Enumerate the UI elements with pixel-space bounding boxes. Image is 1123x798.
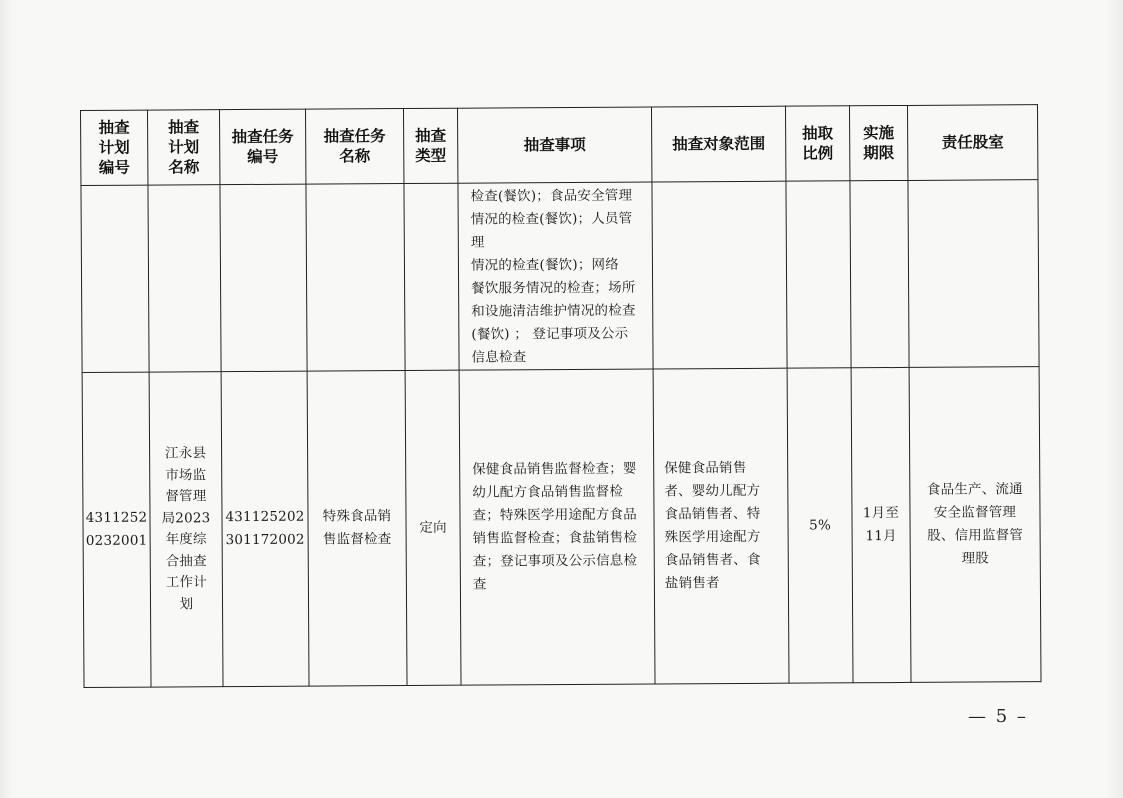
ratio-cell	[787, 368, 853, 683]
plan-no-cell	[82, 372, 151, 687]
empty-cell	[404, 183, 459, 370]
header-items: 抽查事项	[457, 107, 651, 183]
plan-name: 江永县 市场监 督管理 局2023 年度综 合抽查 工作计 划	[161, 445, 211, 612]
sampling-ratio: 5%	[809, 516, 832, 534]
inspection-scope: 保健食品销售 者、婴幼儿配方 食品销售者、特 殊医学用途配方 食品销售者、食 盐销售者	[664, 459, 761, 592]
header-period: 实施 期限	[849, 105, 907, 180]
inspection-plan-table	[80, 104, 1042, 688]
empty-cell	[220, 184, 307, 372]
task-no: 431125202 301172002	[225, 508, 305, 549]
empty-cell	[148, 185, 221, 372]
empty-cell	[850, 180, 909, 367]
task-no-cell	[221, 371, 309, 687]
header-ratio: 抽取 比例	[785, 106, 849, 181]
inspection-items: 保健食品销售监督检查；婴 幼儿配方食品销售监督检 查；特殊医学用途配方食品 销售监督检查；食盐销售检 查；登记事项及公示信息检 查	[472, 460, 638, 593]
header-row	[81, 105, 1038, 186]
header-scope: 抽查对象范围	[651, 106, 785, 182]
header-plan-name: 抽查 计划 名称	[148, 110, 220, 185]
header-plan-no: 抽查 计划 编号	[81, 110, 148, 185]
responsible-department: 食品生产、流通 安全监督管理 股、信用监督管 理股	[926, 481, 1024, 567]
scope-cell	[653, 368, 789, 684]
table-row	[82, 367, 1041, 688]
continued-inspection-items	[458, 182, 653, 370]
plan-no: 4311252 0232001	[85, 509, 148, 549]
header-task-name: 抽查任务 名称	[305, 109, 403, 185]
header-task-no: 抽查任务 编号	[220, 109, 306, 185]
period-cell	[851, 367, 911, 682]
empty-cell	[306, 184, 405, 372]
implementation-period: 1月至 11月	[862, 505, 900, 545]
items-cell	[459, 369, 655, 685]
continuation-row	[81, 180, 1039, 373]
inspection-type: 定向	[419, 519, 447, 536]
continued-items-text: 检查(餐饮)；食品安全管理 情况的检查(餐饮)；人员管理 情况的检查(餐饮)；网络 餐饮服务情况的检查；场所 和设施清洁维护情况的检查 (餐饮) ； 登记事项及公示 信息检查	[470, 187, 636, 366]
header-department: 责任股室	[907, 105, 1037, 181]
type-cell	[405, 370, 461, 685]
task-name-cell	[307, 371, 407, 687]
empty-cell	[908, 180, 1039, 368]
empty-cell	[81, 185, 149, 372]
empty-cell	[652, 181, 787, 369]
empty-cell	[786, 181, 851, 368]
department-cell	[909, 367, 1041, 683]
plan-name-cell	[149, 372, 223, 687]
header-type: 抽查 类型	[403, 108, 457, 183]
page-number: — 5 –	[968, 706, 1028, 727]
task-name: 特殊食品销 售监督检查	[322, 508, 392, 548]
